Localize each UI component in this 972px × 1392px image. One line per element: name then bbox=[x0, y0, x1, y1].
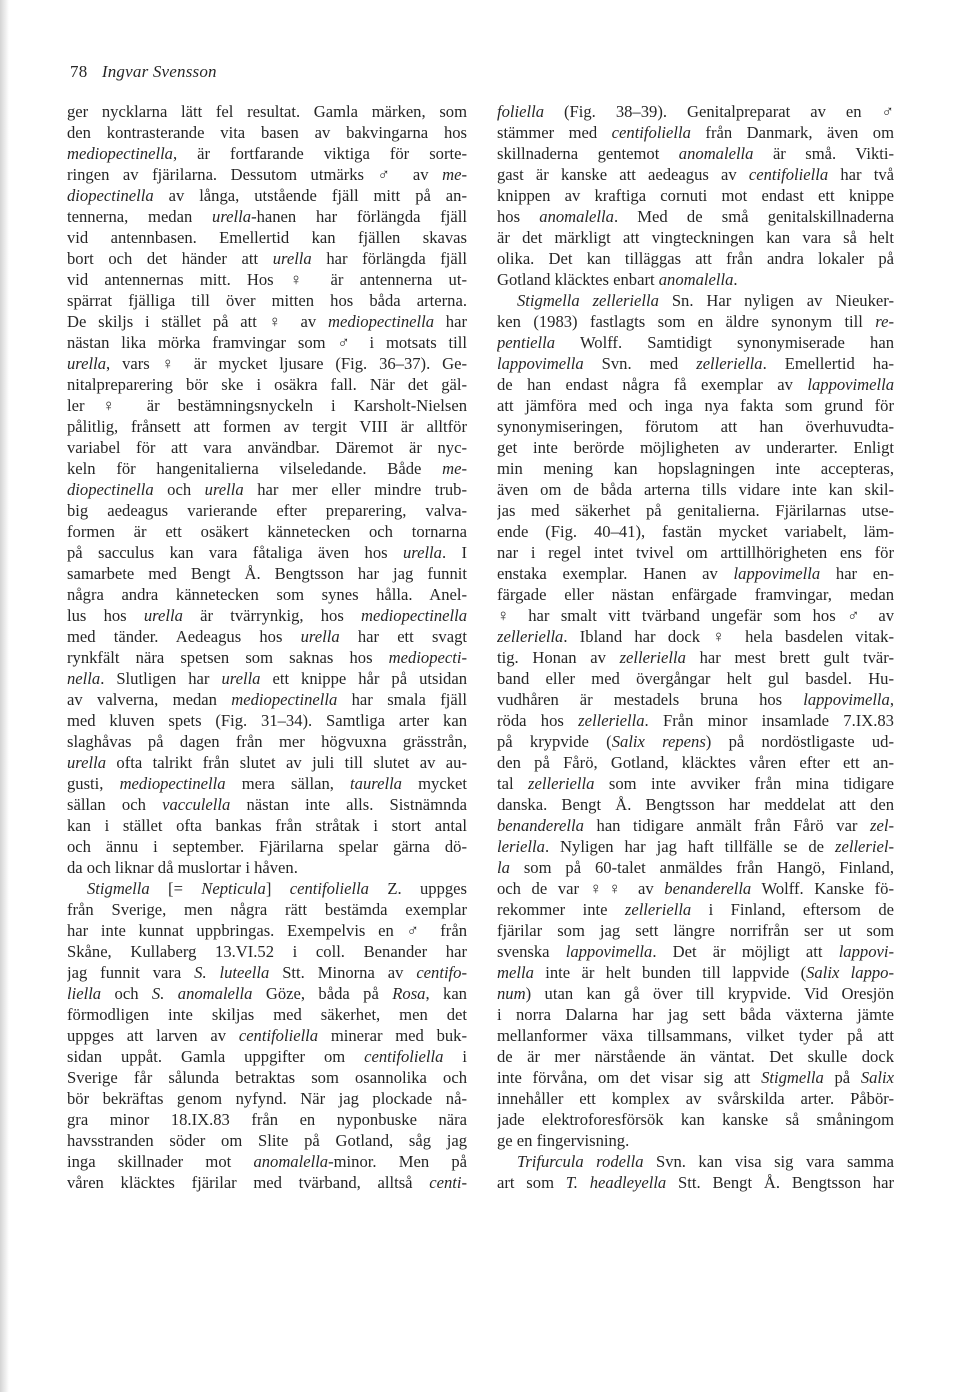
text-line: get inte berörde möjligheten av underarter. Enligt bbox=[497, 438, 894, 457]
text-line: tig. Honan av zelleriella har mest brett gult tvär- bbox=[497, 648, 894, 667]
text-line: svenska lappovimella. Det är möjligt att lappovi- bbox=[497, 942, 894, 961]
text-line: ende (Fig. 40–41), fastän mycket variabelt, läm- bbox=[497, 522, 894, 541]
text-line: foliella (Fig. 38–39). Genitalpreparat av en ♂ bbox=[497, 102, 894, 121]
text-line: gast är kanske att aedeagus av centifoliella har två bbox=[497, 165, 894, 184]
text-line: vudhåren är mestadels bruna hos lappovimella, bbox=[497, 690, 894, 709]
text-line: att jämföra med och inga nya fakta som grund för bbox=[497, 396, 894, 415]
text-line: urella ofta talrikt från slutet av juli till slutet av au- bbox=[67, 753, 467, 772]
text-line: benanderella han tidigare anmält från Fårö var zel- bbox=[497, 816, 894, 835]
text-line: rynkfält nära spetsen som saknas hos mediopecti- bbox=[67, 648, 467, 667]
text-line: knippen av kraftiga cornuti mot endast ett knippe bbox=[497, 186, 894, 205]
text-line: några andra kännetecken som synes hålla. Anel- bbox=[67, 585, 467, 604]
text-line: inga skillnader mot anomalella-minor. Men på bbox=[67, 1152, 467, 1171]
text-line: nella. Slutligen har urella ett knippe hår på utsidan bbox=[67, 669, 467, 688]
text-line: variabel för att vara användbar. Däremot är nyc- bbox=[67, 438, 467, 457]
text-line: innehåller ett komplex av svårskilda arter. Påbör- bbox=[497, 1089, 894, 1108]
left-text-column bbox=[67, 101, 467, 1193]
text-line: Sverige får sålunda betraktas som osannolika och bbox=[67, 1068, 467, 1087]
text-line: spärrat fjälliga till över mitten hos båda arterna. bbox=[67, 291, 467, 310]
text-line: De skiljs i stället på att ♀ av mediopectinella har bbox=[67, 312, 467, 331]
text-line: nästan lika mörka framvingar som ♂ i motsats till bbox=[67, 333, 467, 352]
text-line: är det märkligt att vingteckningen kan vara så helt bbox=[497, 228, 894, 247]
text-line: den på Fårö, Gotland, kläcktes våren efter ett an- bbox=[497, 753, 894, 772]
text-line: enstaka exemplar. Hanen av lappovimella har en- bbox=[497, 564, 894, 583]
text-line: röda hos zelleriella. Från minor insamlade 7.IX.83 bbox=[497, 711, 894, 730]
text-line: zelleriella. Ibland har dock ♀ hela basdelen vitak- bbox=[497, 627, 894, 646]
text-line: ken (1983) fastlagts som en äldre synonym till re- bbox=[497, 312, 894, 331]
text-line: da och liknar då muslortar i håven. bbox=[67, 858, 298, 877]
text-line: bör bekräftas genom nyfynd. När jag plockade nå- bbox=[67, 1089, 467, 1108]
text-line: färgade eller nästan enfärgade framvingar, medan bbox=[497, 585, 894, 604]
text-line: lappovimella Svn. med zelleriella. Emellertid ha- bbox=[497, 354, 894, 373]
text-line: olika. Det kan tilläggas att från andra lokaler på bbox=[497, 249, 894, 268]
text-line: urella, vars ♀ är mycket ljusare (Fig. 36–37). Ge- bbox=[67, 354, 467, 373]
text-line: jag funnit vara S. luteella Stt. Minorna av centifo- bbox=[67, 963, 467, 982]
text-line: jade elektroforesförsök kan kanske så småningom bbox=[497, 1110, 894, 1129]
text-line: med tänder. Aedeagus hos urella har ett svagt bbox=[67, 627, 467, 646]
text-line: nitalpreparering bör ske i osäkra fall. När det gäl- bbox=[67, 375, 467, 394]
text-line: och de var ♀♀ av benanderella Wolff. Kanske fö- bbox=[497, 879, 894, 898]
text-line: av valverna, medan mediopectinella har smala fjäll bbox=[67, 690, 467, 709]
text-line: sällan och vacculella nästan inte alls. Sistnämnda bbox=[67, 795, 467, 814]
text-line: Stigmella zelleriella Sn. Har nyligen av Nieuker- bbox=[517, 291, 894, 310]
text-line: ge en fingervisning. bbox=[497, 1131, 630, 1150]
text-line: vid antennernas mitt. Hos ♀ är antennerna ut- bbox=[67, 270, 467, 289]
text-line: mella inte är helt bunden till lappvide (Salix lappo- bbox=[497, 963, 894, 982]
text-line: på krypvide (Salix repens) på nordöstligaste ud- bbox=[497, 732, 894, 751]
text-line: mellanformer växa tillsammans, vilket tyder på att bbox=[497, 1026, 894, 1045]
text-line: ger nycklarna lätt fel resultat. Gamla märken, som bbox=[67, 102, 467, 121]
text-line: liella och S. anomalella Göze, båda på Rosa, kan bbox=[67, 984, 467, 1003]
text-line: synonymiseringen, förutom att han överhuvudta- bbox=[497, 417, 894, 436]
text-line: stämmer med centifoliella från Danmark, även om bbox=[497, 123, 894, 142]
text-line: och ännu i september. Fjärilarna spelar gärna dö- bbox=[67, 837, 467, 856]
text-line: gra minor 18.IX.83 från en nyponbuske nära bbox=[67, 1110, 467, 1129]
text-line: num) utan kan gå över till krypvide. Vid Oresjön bbox=[497, 984, 894, 1003]
text-line: uppges att larven av centifoliella minerar med buk- bbox=[67, 1026, 467, 1045]
text-line: även om de båda arterna tills vidare inte kan skil- bbox=[497, 480, 894, 499]
text-line: samarbete med Bengt Å. Bengtsson har jag funnit bbox=[67, 564, 467, 583]
text-line: lus hos urella är tvärrynkig, hos mediopectinella bbox=[67, 606, 467, 625]
text-line: leriella. Nyligen har jag haft tillfälle se de zelleriel- bbox=[497, 837, 894, 856]
text-line: nar i regel intet tvivel om arttillhörigheten ens för bbox=[497, 543, 894, 562]
text-line: förmodligen inte skiljas med säkerhet, men det bbox=[67, 1005, 467, 1024]
text-line: har inte kunnat uppbringas. Exempelvis en ♂ från bbox=[67, 921, 467, 940]
text-line: från Sverige, men några rätt bestämda exemplar bbox=[67, 900, 467, 919]
text-line: big aedeagus varierande efter preparering, valva- bbox=[67, 501, 467, 520]
text-line: havsstranden söder om Slite på Gotland, såg jag bbox=[67, 1131, 467, 1150]
text-line: i norra Dalarna har jag sett båda växterna jämte bbox=[497, 1005, 894, 1024]
scan-page-edge bbox=[0, 0, 9, 1392]
text-line: Trifurcula rodella Svn. kan visa sig vara samma bbox=[517, 1152, 894, 1171]
text-line: inte förvåna, om det visar sig att Stigmella på Salix bbox=[497, 1068, 894, 1087]
text-line: kan i stället ofta bankas från stråtak i stort antal bbox=[67, 816, 467, 835]
text-line: tal zelleriella som inte avviker från mina tidigare bbox=[497, 774, 894, 793]
text-line: keln för hangenitalierna vilseledande. Både me- bbox=[67, 459, 467, 478]
page-number: 78 bbox=[70, 62, 88, 81]
text-line: sidan uppåt. Gamla uppgifter om centifoliella i bbox=[67, 1047, 467, 1066]
text-line: pålitlig, frånsett att formen av tergit VIII är alltför bbox=[67, 417, 467, 436]
text-line: danska. Bengt Å. Bengtsson har meddelat att den bbox=[497, 795, 894, 814]
text-line: Stigmella [= Nepticula] centifoliella Z. uppges bbox=[87, 879, 467, 898]
text-line: mediopectinella, är fortfarande viktiga för sorte- bbox=[67, 144, 467, 163]
text-line: ♀ har smalt vitt tvärband ungefär som hos ♂ av bbox=[497, 606, 894, 625]
text-line: bort och det händer att urella har förlängda fjäll bbox=[67, 249, 467, 268]
text-line: band eller med övergångar helt gul basdel. Hu- bbox=[497, 669, 894, 688]
text-line: rekommer inte zelleriella i Finland, eftersom de bbox=[497, 900, 894, 919]
text-line: den kontrasterande vita basen av bakvingarna hos bbox=[67, 123, 467, 142]
text-line: la som på 60-talet anmäldes från Hangö, Finland, bbox=[497, 858, 894, 877]
text-line: tennerna, medan urella-hanen har förlängda fjäll bbox=[67, 207, 467, 226]
text-line: jas med säkerhet på genitalierna. Fjärilarnas utse- bbox=[497, 501, 894, 520]
text-line: Skåne, Kullaberg 13.VI.52 i coll. Benander har bbox=[67, 942, 467, 961]
text-line: med kluven spets (Fig. 31–34). Samtliga arter kan bbox=[67, 711, 467, 730]
text-line: de är mer närstående än väntat. Det skulle dock bbox=[497, 1047, 894, 1066]
text-line: diopectinella av långa, utstående fjäll mitt på an- bbox=[67, 186, 467, 205]
text-line: fjärilar som jag sett längre norrifrån ser ut som bbox=[497, 921, 894, 940]
text-line: Gotland kläcktes enbart anomalella. bbox=[497, 270, 738, 289]
text-line: formen är ett osäkert kännetecken och tornarna bbox=[67, 522, 467, 541]
text-line: på sacculus kan vara fåtaliga även hos urella. I bbox=[67, 543, 467, 562]
text-line: våren kläcktes fjärilar med tvärband, alltså centi- bbox=[67, 1173, 467, 1192]
running-header bbox=[70, 62, 217, 82]
text-line: diopectinella och urella har mer eller mindre trub- bbox=[67, 480, 467, 499]
text-line: vid antennbasen. Emellertid kan fjällen skavas bbox=[67, 228, 467, 247]
text-line: gusti, mediopectinella mera sällan, taurella mycket bbox=[67, 774, 467, 793]
text-line: ringen av fjärilarna. Dessutom utmärks ♂ av me- bbox=[67, 165, 467, 184]
text-line: ler ♀ är bestämningsnyckeln i Karsholt-Nielsen bbox=[67, 396, 467, 415]
text-line: skillnaderna gentemot anomalella är små. Vikti- bbox=[497, 144, 894, 163]
text-line: art som T. headleyella Stt. Bengt Å. Bengtsson har bbox=[497, 1173, 894, 1192]
text-line: pentiella Wolff. Samtidigt synonymiserade han bbox=[497, 333, 894, 352]
text-line: slaghåvas på dagen från mer högvuxna grässtrån, bbox=[67, 732, 467, 751]
running-header-author: Ingvar Svensson bbox=[101, 62, 217, 81]
text-line: hos anomalella. Med de små genitalskillnaderna bbox=[497, 207, 894, 226]
text-line: de han endast några få exemplar av lappovimella bbox=[497, 375, 894, 394]
text-line: min mening kan hopslagningen inte accepteras, bbox=[497, 459, 894, 478]
right-text-column bbox=[497, 101, 894, 1193]
